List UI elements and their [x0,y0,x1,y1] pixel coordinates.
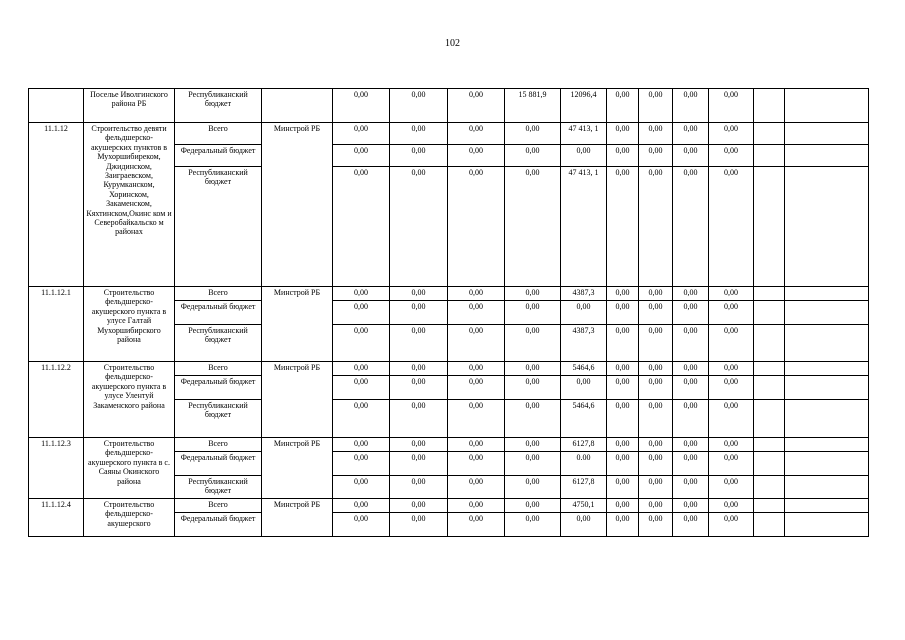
value-cell: 47 413, 1 [561,123,607,145]
value-cell: 0,00 [505,376,561,400]
value-cell: 0,00 [607,287,639,301]
value-cell: 0,00 [607,452,639,476]
code-cell: 11.1.12.2 [29,362,84,438]
value-cell [785,362,869,376]
value-cell: 0,00 [709,499,754,513]
funding-source-cell: Федеральный бюджет [175,301,262,325]
value-cell: 0,00 [505,145,561,167]
value-cell: 0,00 [607,499,639,513]
funding-source-cell: Федеральный бюджет [175,376,262,400]
value-cell [785,325,869,362]
value-cell: 0,00 [505,513,561,537]
value-cell: 5464,6 [561,362,607,376]
value-cell: 0,00 [709,438,754,452]
value-cell: 0,00 [505,476,561,499]
value-cell: 0,00 [333,145,390,167]
item-name-cell: Строительство фельдшерско-акушерского пункта в улусе Галтай Мухоршибирского района [84,287,175,362]
funding-source-cell: Федеральный бюджет [175,452,262,476]
budget-table [28,88,869,537]
value-cell: 0,00 [607,513,639,537]
value-cell: 47 413, 1 [561,167,607,287]
funding-source-cell: Всего [175,362,262,376]
value-cell [785,145,869,167]
value-cell: 0,00 [673,499,709,513]
funding-source-cell: Республиканский бюджет [175,325,262,362]
value-cell: 0,00 [390,400,448,438]
value-cell [754,400,785,438]
value-cell [754,145,785,167]
value-cell: 0,00 [639,145,673,167]
value-cell: 0,00 [390,123,448,145]
value-cell: 0,00 [607,476,639,499]
value-cell: 0,00 [390,145,448,167]
page-number: 102 [445,38,460,49]
value-cell: 0,00 [709,362,754,376]
value-cell: 0,00 [448,499,505,513]
value-cell: 0,00 [607,376,639,400]
value-cell: 0,00 [607,438,639,452]
value-cell [754,167,785,287]
value-cell: 0,00 [639,400,673,438]
value-cell: 0,00 [505,362,561,376]
value-cell [785,89,869,123]
value-cell: 0,00 [448,301,505,325]
value-cell: 0,00 [561,145,607,167]
value-cell: 0,00 [673,301,709,325]
value-cell: 0,00 [448,362,505,376]
value-cell: 0,00 [505,301,561,325]
value-cell: 0,00 [673,167,709,287]
value-cell: 0,00 [639,325,673,362]
value-cell: 0,00 [607,89,639,123]
value-cell [785,452,869,476]
funding-source-cell: Федеральный бюджет [175,513,262,537]
value-cell: 0,00 [390,362,448,376]
value-cell [785,438,869,452]
code-cell: 11.1.12 [29,123,84,287]
table-row [29,287,869,301]
item-name-cell: Строительство фельдшерско-акушерского пункта в с. Саяны Окинского района [84,438,175,499]
code-cell: 11.1.12.4 [29,499,84,537]
value-cell: 0,00 [709,476,754,499]
value-cell: 0,00 [448,287,505,301]
value-cell: 0,00 [390,476,448,499]
value-cell [785,301,869,325]
funding-source-cell: Республиканский бюджет [175,400,262,438]
value-cell: 0,00 [448,123,505,145]
value-cell [754,89,785,123]
value-cell: 0,00 [390,89,448,123]
value-cell: 0,00 [390,325,448,362]
value-cell: 0,00 [390,167,448,287]
funding-source-cell: Республиканский бюджет [175,476,262,499]
value-cell: 0,00 [448,438,505,452]
value-cell: 0,00 [709,89,754,123]
value-cell: 0,00 [639,376,673,400]
value-cell: 0,00 [673,89,709,123]
value-cell: 0,00 [709,301,754,325]
value-cell: 0,00 [709,123,754,145]
value-cell: 0,00 [709,400,754,438]
value-cell [785,287,869,301]
value-cell: 0,00 [709,167,754,287]
item-name-cell: Строительство девяти фельдшерско-акушерских пунктов в Мухоршибиреком, Джидинском, Заиграевском, Курумканском, Хоринском, Закаменском, Кяхтинском,Окинс ком и Северобайкальско м районах [84,123,175,287]
value-cell: 0,00 [448,145,505,167]
executor-cell: Минстрой РБ [262,287,333,362]
value-cell: 0,00 [333,167,390,287]
value-cell: 0,00 [709,452,754,476]
item-name-cell: Строительство фельдшерско-акушерского пункта в улусе Улентуй Закаменского района [84,362,175,438]
value-cell: 0,00 [709,513,754,537]
table-row [29,123,869,145]
value-cell: 0,00 [561,376,607,400]
value-cell: 4387,3 [561,325,607,362]
value-cell: 0,00 [505,287,561,301]
value-cell: 15 881,9 [505,89,561,123]
value-cell: 0,00 [333,301,390,325]
value-cell [785,376,869,400]
value-cell: 0,00 [390,376,448,400]
value-cell [754,513,785,537]
value-cell: 0,00 [333,89,390,123]
table-row [29,499,869,513]
value-cell: 0,00 [333,476,390,499]
value-cell: 0,00 [673,376,709,400]
value-cell: 6127,8 [561,438,607,452]
value-cell: 0,00 [505,438,561,452]
value-cell: 0,00 [639,89,673,123]
funding-source-cell: Республиканский бюджет [175,89,262,123]
value-cell: 0,00 [639,287,673,301]
value-cell: 0,00 [673,513,709,537]
value-cell: 0,00 [639,167,673,287]
value-cell [785,499,869,513]
executor-cell: Минстрой РБ [262,499,333,537]
value-cell: 0,00 [505,325,561,362]
value-cell: 0,00 [505,167,561,287]
executor-cell: Минстрой РБ [262,123,333,287]
value-cell: 0,00 [390,513,448,537]
value-cell: 0,00 [639,513,673,537]
value-cell: 0,00 [639,362,673,376]
value-cell: 0,00 [505,400,561,438]
value-cell: 0,00 [333,499,390,513]
value-cell: 0,00 [333,287,390,301]
value-cell: 0,00 [709,325,754,362]
value-cell: 0,00 [390,452,448,476]
value-cell [754,438,785,452]
value-cell: 0,00 [709,376,754,400]
value-cell [785,123,869,145]
value-cell: 4750,1 [561,499,607,513]
value-cell: 6127,8 [561,476,607,499]
value-cell [754,301,785,325]
value-cell: 0,00 [333,438,390,452]
code-cell: 11.1.12.3 [29,438,84,499]
value-cell: 0,00 [607,123,639,145]
funding-source-cell: Федеральный бюджет [175,145,262,167]
executor-cell: Минстрой РБ [262,438,333,499]
value-cell [754,452,785,476]
value-cell: 0,00 [448,376,505,400]
code-cell [29,89,84,123]
value-cell: 12096,4 [561,89,607,123]
value-cell: 0,00 [448,476,505,499]
value-cell: 0,00 [505,452,561,476]
value-cell [754,123,785,145]
value-cell: 0,00 [333,362,390,376]
value-cell [754,499,785,513]
value-cell: 0,00 [673,123,709,145]
value-cell: 0,00 [333,452,390,476]
value-cell: 0,00 [448,167,505,287]
value-cell: 0,00 [561,513,607,537]
table-row [29,438,869,452]
funding-source-cell: Республиканский бюджет [175,167,262,287]
value-cell: 0,00 [607,301,639,325]
value-cell: 0,00 [448,89,505,123]
value-cell: 0,00 [390,499,448,513]
value-cell: 0.00 [561,452,607,476]
item-name-cell: Строительство фельдшерско-акушерского [84,499,175,537]
value-cell: 0,00 [607,145,639,167]
value-cell: 0,00 [673,400,709,438]
value-cell [754,287,785,301]
table-row [29,89,869,123]
value-cell: 0,00 [709,287,754,301]
value-cell: 0,00 [333,376,390,400]
value-cell [785,513,869,537]
funding-source-cell: Всего [175,287,262,301]
value-cell: 0,00 [333,400,390,438]
value-cell [785,476,869,499]
value-cell: 0,00 [390,287,448,301]
funding-source-cell: Всего [175,499,262,513]
value-cell: 0,00 [639,476,673,499]
table-row [29,362,869,376]
value-cell: 0,00 [673,476,709,499]
value-cell: 0,00 [333,325,390,362]
executor-cell [262,89,333,123]
code-cell: 11.1.12.1 [29,287,84,362]
value-cell: 0,00 [673,325,709,362]
value-cell [754,476,785,499]
value-cell: 0,00 [673,362,709,376]
value-cell: 0,00 [333,123,390,145]
value-cell: 0,00 [673,287,709,301]
value-cell: 0,00 [709,145,754,167]
value-cell: 0,00 [607,362,639,376]
item-name-cell: Поселье Иволгинского района РБ [84,89,175,123]
value-cell: 0,00 [639,301,673,325]
value-cell: 0,00 [448,400,505,438]
value-cell: 0,00 [505,499,561,513]
value-cell: 0,00 [673,145,709,167]
value-cell [754,325,785,362]
value-cell: 0,00 [639,438,673,452]
funding-source-cell: Всего [175,123,262,145]
table-body [29,89,869,537]
value-cell: 0,00 [333,513,390,537]
value-cell [754,376,785,400]
value-cell: 0,00 [390,301,448,325]
value-cell [785,400,869,438]
value-cell: 4387,3 [561,287,607,301]
value-cell: 0,00 [561,301,607,325]
executor-cell: Минстрой РБ [262,362,333,438]
value-cell: 0,00 [607,400,639,438]
value-cell [785,167,869,287]
value-cell: 0,00 [448,513,505,537]
value-cell: 0,00 [607,325,639,362]
value-cell: 0,00 [639,123,673,145]
value-cell: 0,00 [448,325,505,362]
value-cell: 0,00 [639,452,673,476]
value-cell: 0,00 [448,452,505,476]
funding-source-cell: Всего [175,438,262,452]
value-cell [754,362,785,376]
value-cell: 0,00 [607,167,639,287]
value-cell: 0,00 [673,438,709,452]
value-cell: 0,00 [639,499,673,513]
value-cell: 5464,6 [561,400,607,438]
value-cell: 0,00 [673,452,709,476]
value-cell: 0,00 [505,123,561,145]
value-cell: 0,00 [390,438,448,452]
